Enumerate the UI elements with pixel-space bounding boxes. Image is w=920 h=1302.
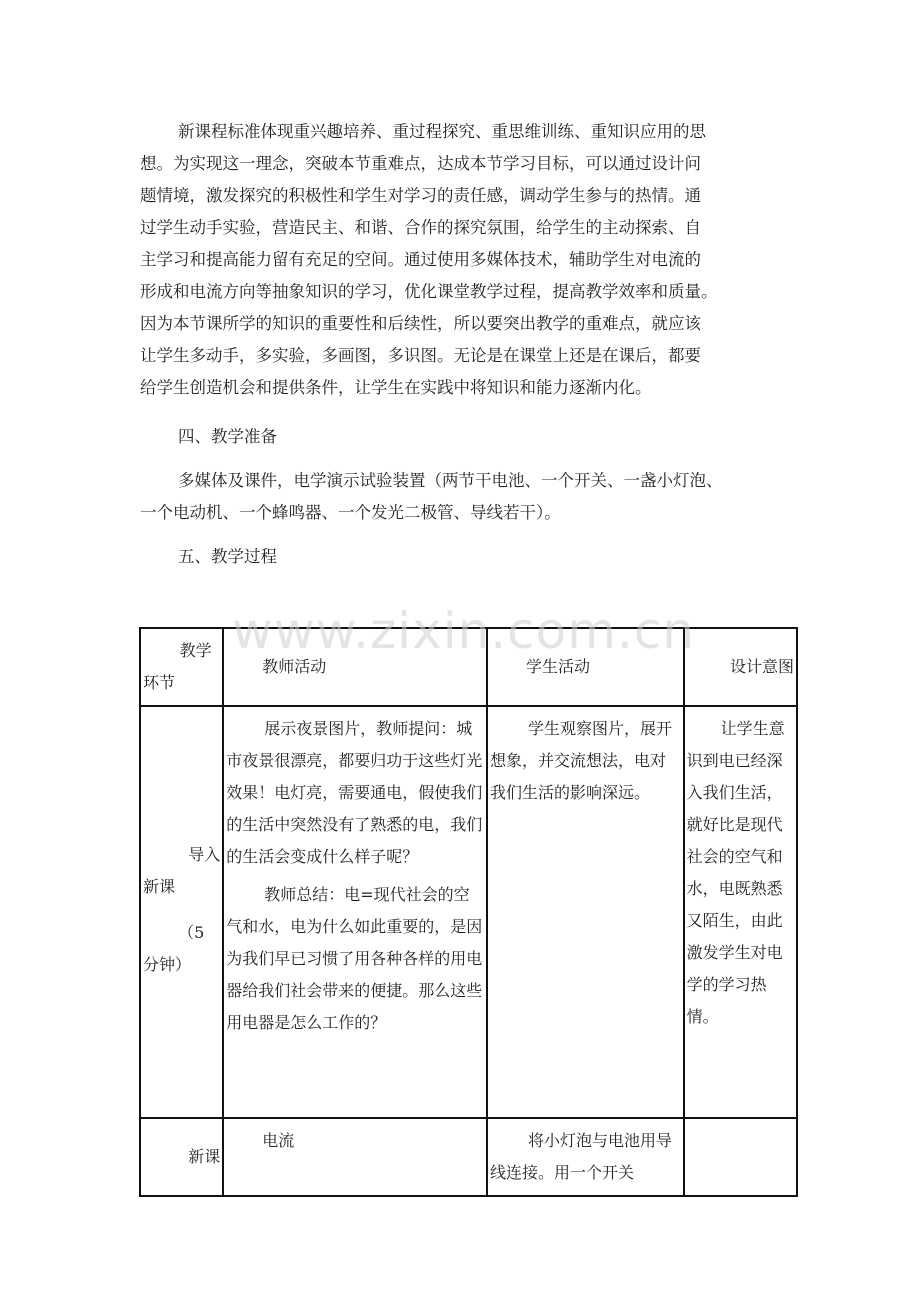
- watermark-text: www.zixin.com.cn: [232, 602, 696, 660]
- student-activity-text: 学生观察图片，展开想象，并交流想法，电对我们生活的影响深远。: [490, 719, 673, 802]
- paragraph-line: 题情境，激发探究的积极性和学生对学习的责任感，调动学生参与的热情。通: [140, 186, 701, 205]
- teacher-activity-cell: [223, 1118, 487, 1196]
- student-activity-cell: [487, 1118, 684, 1196]
- header-stage-line2: 环节: [143, 673, 176, 692]
- design-intent-text: [685, 1119, 796, 1131]
- teacher-activity-cell: [223, 706, 487, 1118]
- design-intent-cell: [684, 1118, 797, 1196]
- paragraph-line: 新课程标准体现重兴趣培养、重过程探究、重思维训练、重知识应用的思: [178, 122, 706, 141]
- section-heading-process: [140, 541, 800, 573]
- design-intent-cell: [684, 706, 797, 1118]
- header-teacher-label: 教师活动: [262, 657, 327, 676]
- stage-cell-new-lesson: [140, 1118, 223, 1196]
- header-cell-design: [684, 628, 797, 706]
- paragraph-line: 因为本节课所学的知识的重要性和后续性，所以要突出教学的重难点，就应该: [140, 314, 701, 333]
- stage-cell-intro: [140, 706, 223, 1118]
- paragraph-line: 多媒体及课件，电学演示试验装置（两节干电池、一个开关、一盏小灯泡、: [178, 471, 723, 490]
- teacher-activity-text: 展示夜景图片，教师提问：城市夜景很漂亮，都要归功于这些灯光效果！电灯亮，需要通电，假使我们的生活中突然没有了熟悉的电，我们的生活会变成什么样子呢？: [226, 719, 483, 866]
- section-heading-preparation: [140, 421, 800, 453]
- section-heading-text: 五、教学过程: [178, 547, 277, 566]
- materials-paragraph: [140, 465, 800, 529]
- student-activity-text: 将小灯泡与电池用导线连接。用一个开关: [490, 1131, 673, 1182]
- stage-duration-unit: 分钟）: [143, 955, 192, 974]
- section-heading-text: 四、教学准备: [178, 427, 277, 446]
- paragraph-line: 过学生动手实验，营造民主、和谐、合作的探究氛围，给学生的主动探索、自: [140, 218, 701, 237]
- teacher-activity-text: 电流: [262, 1131, 295, 1150]
- paragraph-line: 主学习和提高能力留有充足的空间。通过使用多媒体技术，辅助学生对电流的: [140, 250, 701, 269]
- header-design-label: 设计意图: [729, 657, 794, 676]
- paragraph-line: 一个电动机、一个蜂鸣器、一个发光二极管、导线若干）。: [140, 503, 561, 522]
- teacher-summary-text: 教师总结：电=现代社会的空气和水，电为什么如此重要的，是因为我们早已习惯了用各种各样的用电器给我们社会带来的便捷。那么这些用电器是怎么工作的？: [226, 885, 483, 1032]
- stage-text: 新课: [188, 1147, 221, 1166]
- header-student-label: 学生活动: [526, 657, 591, 676]
- design-rationale-paragraph: [140, 116, 800, 404]
- table-row: [140, 706, 797, 1118]
- stage-duration: （5: [178, 923, 205, 942]
- paragraph-line: 给学生创造机会和提供条件，让学生在实践中将知识和能力逐渐内化。: [140, 378, 652, 397]
- header-stage-line1: 教学: [179, 641, 212, 660]
- stage-text: 导入: [188, 845, 221, 864]
- stage-text: 新课: [143, 877, 176, 896]
- paragraph-line: 想。为实现这一理念，突破本节重难点，达成本节学习目标，可以通过设计问: [140, 154, 701, 173]
- teaching-process-table: [139, 627, 798, 1197]
- paragraph-line: 让学生多动手，多实验，多画图，多识图。无论是在课堂上还是在课后，都要: [140, 346, 701, 365]
- student-activity-cell: [487, 706, 684, 1118]
- table-row: [140, 1118, 797, 1196]
- header-cell-stage: [140, 628, 223, 706]
- paragraph-line: 形成和电流方向等抽象知识的学习，优化课堂教学过程，提高教学效率和质量。: [140, 282, 718, 301]
- design-intent-text: 让学生意识到电已经深入我们生活，就好比是现代社会的空气和水，电既熟悉又陌生，由此激发学生对电学的学习热情。: [686, 719, 785, 1026]
